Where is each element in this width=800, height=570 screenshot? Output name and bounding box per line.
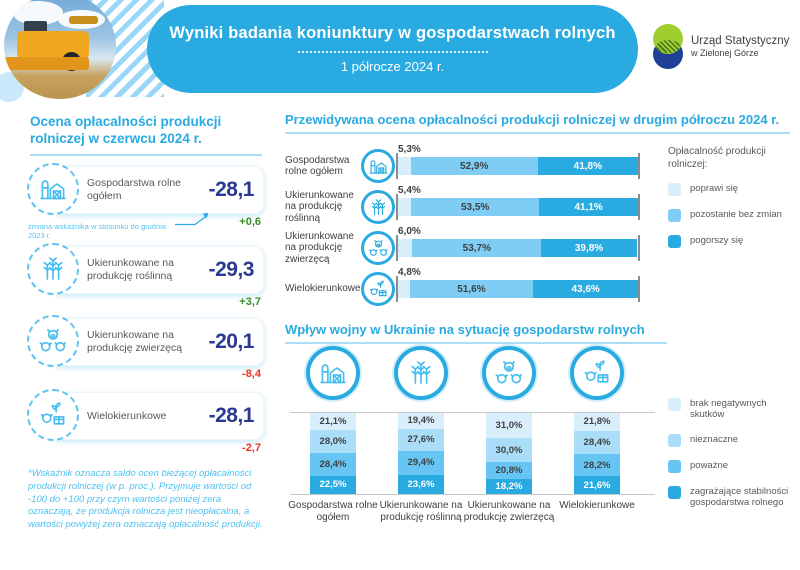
livestock-icon bbox=[27, 315, 79, 367]
war-stacked-chart bbox=[290, 412, 655, 495]
livestock-icon bbox=[482, 346, 536, 400]
statistical-office-logo bbox=[652, 24, 789, 70]
legend-swatch bbox=[668, 434, 681, 447]
forecast-first-segment-value: 6,0% bbox=[398, 226, 421, 237]
legend-swatch bbox=[668, 183, 681, 196]
dotted-separator bbox=[298, 51, 488, 53]
stacked-column-segment: 18,2% bbox=[486, 479, 532, 494]
legend-item bbox=[668, 235, 800, 248]
legend-swatch bbox=[668, 235, 681, 248]
harvester-header bbox=[4, 57, 89, 71]
war-legend bbox=[668, 398, 800, 522]
change-value: -2,7 bbox=[242, 442, 261, 454]
forecast-bar bbox=[398, 198, 638, 216]
forecast-legend bbox=[668, 146, 800, 261]
forecast-bar-segment bbox=[398, 198, 411, 216]
page-title: Wyniki badania koniunktury w gospodarstwach rolnych bbox=[169, 24, 616, 42]
legend-item bbox=[668, 398, 800, 421]
forecast-category-label: Ukierunkowane na produkcję zwierzęcą bbox=[285, 230, 354, 265]
war-category-label: Wielokierunkowe bbox=[559, 500, 635, 511]
change-note-arrow-icon bbox=[174, 211, 220, 229]
axis-tick bbox=[638, 276, 640, 302]
axis-tick bbox=[638, 235, 640, 261]
legend-label: zagrażające stabilności gospodarstwa rolnego bbox=[690, 485, 789, 509]
forecast-bar-segment: 53,7% bbox=[412, 239, 541, 257]
legend-swatch bbox=[668, 398, 681, 411]
forecast-bar-segment: 52,9% bbox=[411, 157, 538, 175]
stacked-column-segment: 22,5% bbox=[310, 476, 356, 494]
header-banner bbox=[147, 5, 638, 93]
forecast-bar-segment: 41,1% bbox=[539, 198, 638, 216]
change-value: +3,7 bbox=[239, 296, 261, 308]
legend-title: Opłacalność produkcji rolniczej: bbox=[668, 146, 766, 170]
barn-icon bbox=[361, 149, 395, 183]
stacked-column-segment: 28,0% bbox=[310, 430, 356, 453]
stacked-column-segment: 27,6% bbox=[398, 429, 444, 451]
profitability-card-label: Gospodarstwa rolne ogółem bbox=[87, 177, 181, 202]
profitability-item bbox=[52, 392, 264, 454]
left-section-title: Ocena opłacalności produkcji rolniczej w czerwcu 2024 r. bbox=[30, 113, 262, 156]
legend-label: poprawi się bbox=[690, 183, 739, 194]
profitability-card bbox=[52, 392, 264, 440]
logo-text bbox=[691, 35, 789, 59]
profitability-item bbox=[52, 246, 264, 308]
axis-tick bbox=[638, 194, 640, 220]
profitability-value: -29,3 bbox=[208, 258, 254, 281]
profitability-card bbox=[52, 246, 264, 294]
legend-item bbox=[668, 486, 800, 509]
logo-circles-icon bbox=[652, 24, 684, 70]
legend-label: pogorszy się bbox=[690, 235, 744, 246]
forecast-bar-segment: 53,5% bbox=[411, 198, 539, 216]
stacked-column-segment: 21,6% bbox=[574, 476, 620, 493]
logo-hatch-overlap bbox=[656, 40, 680, 53]
stacked-column-segment: 29,4% bbox=[398, 451, 444, 475]
forecast-bar-segment bbox=[398, 280, 410, 298]
forecast-first-segment-value: 5,3% bbox=[398, 144, 421, 155]
harvester-pipe bbox=[69, 16, 98, 23]
stacked-column-segment: 20,8% bbox=[486, 462, 532, 479]
wheat-icon bbox=[27, 243, 79, 295]
livestock-icon bbox=[361, 231, 395, 265]
legend-item bbox=[668, 209, 800, 222]
profitability-value: -20,1 bbox=[208, 330, 254, 353]
legend-label: nieznaczne bbox=[690, 433, 739, 445]
profitability-value: -28,1 bbox=[208, 178, 254, 201]
war-category-label: Ukierunkowane na produkcję zwierzęcą bbox=[463, 500, 555, 523]
stacked-column-segment: 28,4% bbox=[310, 453, 356, 476]
stacked-column bbox=[486, 413, 532, 494]
logo-city: w Zielonej Górze bbox=[691, 48, 759, 59]
axis-tick bbox=[638, 153, 640, 179]
profitability-card-label: Wielokierunkowe bbox=[87, 409, 167, 422]
forecast-bar bbox=[398, 239, 638, 257]
profitability-card bbox=[52, 166, 264, 214]
profitability-item bbox=[28, 166, 264, 240]
profitability-card-label: Ukierunkowane na produkcję roślinną bbox=[87, 257, 174, 282]
stacked-column bbox=[310, 413, 356, 494]
forecast-category-label: Gospodarstwa rolne ogółem bbox=[285, 154, 350, 177]
profitability-item bbox=[52, 318, 264, 380]
stacked-column bbox=[574, 413, 620, 494]
wheat-icon bbox=[394, 346, 448, 400]
forecast-bar bbox=[398, 280, 638, 298]
page-subtitle: 1 półrocze 2024 r. bbox=[340, 59, 445, 74]
change-value: -8,4 bbox=[242, 368, 261, 380]
stacked-column bbox=[398, 413, 444, 494]
forecast-first-segment-value: 5,4% bbox=[398, 185, 421, 196]
change-value: +0,6 bbox=[239, 216, 261, 228]
forecast-category-label: Ukierunkowane na produkcję roślinną bbox=[285, 189, 354, 224]
legend-label: poważne bbox=[690, 459, 729, 471]
forecast-bar-segment: 51,6% bbox=[410, 280, 534, 298]
forecast-first-segment-value: 4,8% bbox=[398, 267, 421, 278]
forecast-bar-segment: 43,6% bbox=[533, 280, 638, 298]
index-footnote: *Wskaźnik oznacza saldo ocen bieżącej opłacalności produkcji rolniczej (w p. proc.). Przyjmuje wartości od -100 do +100 przy czym wartości poniżej zera oznaczają, że produkcja rolnicza jest nieopłacalna, a wartości powyżej zera oznaczają opłacalność produkcji. bbox=[28, 468, 263, 531]
forecast-bar-chart bbox=[285, 140, 665, 312]
legend-swatch bbox=[668, 209, 681, 222]
forecast-bar-segment bbox=[398, 157, 411, 175]
forecast-bar-segment: 41,8% bbox=[538, 157, 638, 175]
stacked-column-segment: 28,2% bbox=[574, 454, 620, 477]
change-note: zmiana wskaźnika w stosunku do grudnia 2023 r. bbox=[28, 222, 166, 240]
profitability-card bbox=[52, 318, 264, 366]
legend-label: pozostanie bez zmian bbox=[690, 209, 782, 220]
stacked-column-segment: 28,4% bbox=[574, 431, 620, 454]
legend-item bbox=[668, 460, 800, 473]
stacked-column-segment: 19,4% bbox=[398, 413, 444, 429]
forecast-bar-segment: 39,8% bbox=[541, 239, 637, 257]
stacked-column-segment: 31,0% bbox=[486, 413, 532, 438]
barn-icon bbox=[27, 163, 79, 215]
legend-label: brak negatywnych skutków bbox=[690, 398, 767, 421]
logo-name: Urząd Statystyczny bbox=[691, 35, 790, 48]
forecast-bar-segment bbox=[398, 239, 412, 257]
stacked-column-segment: 21,8% bbox=[574, 413, 620, 431]
legend-swatch bbox=[668, 460, 681, 473]
stacked-column-segment: 30,0% bbox=[486, 438, 532, 462]
war-category-label: Gospodarstwa rolne ogółem bbox=[288, 500, 378, 523]
legend-swatch bbox=[668, 486, 681, 499]
stacked-column-segment: 23,6% bbox=[398, 475, 444, 494]
mixed-icon bbox=[361, 272, 395, 306]
harvester-photo bbox=[4, 0, 116, 99]
war-section-title: Wpływ wojny w Ukrainie na sytuację gospodarstw rolnych bbox=[285, 322, 667, 344]
legend-item bbox=[668, 434, 800, 447]
war-category-label: Ukierunkowane na produkcję roślinną bbox=[379, 500, 463, 523]
profitability-value: -28,1 bbox=[208, 404, 254, 427]
mixed-icon bbox=[570, 346, 624, 400]
mixed-icon bbox=[27, 389, 79, 441]
forecast-section-title: Przewidywana ocena opłacalności produkcji rolniczej w drugim półroczu 2024 r. bbox=[285, 112, 790, 134]
legend-item bbox=[668, 183, 800, 196]
forecast-bar bbox=[398, 157, 638, 175]
barn-icon bbox=[306, 346, 360, 400]
stacked-column-segment: 21,1% bbox=[310, 413, 356, 430]
wheat-icon bbox=[361, 190, 395, 224]
profitability-card-label: Ukierunkowane na produkcję zwierzęcą bbox=[87, 329, 183, 354]
forecast-category-label: Wielokierunkowe bbox=[285, 283, 361, 295]
